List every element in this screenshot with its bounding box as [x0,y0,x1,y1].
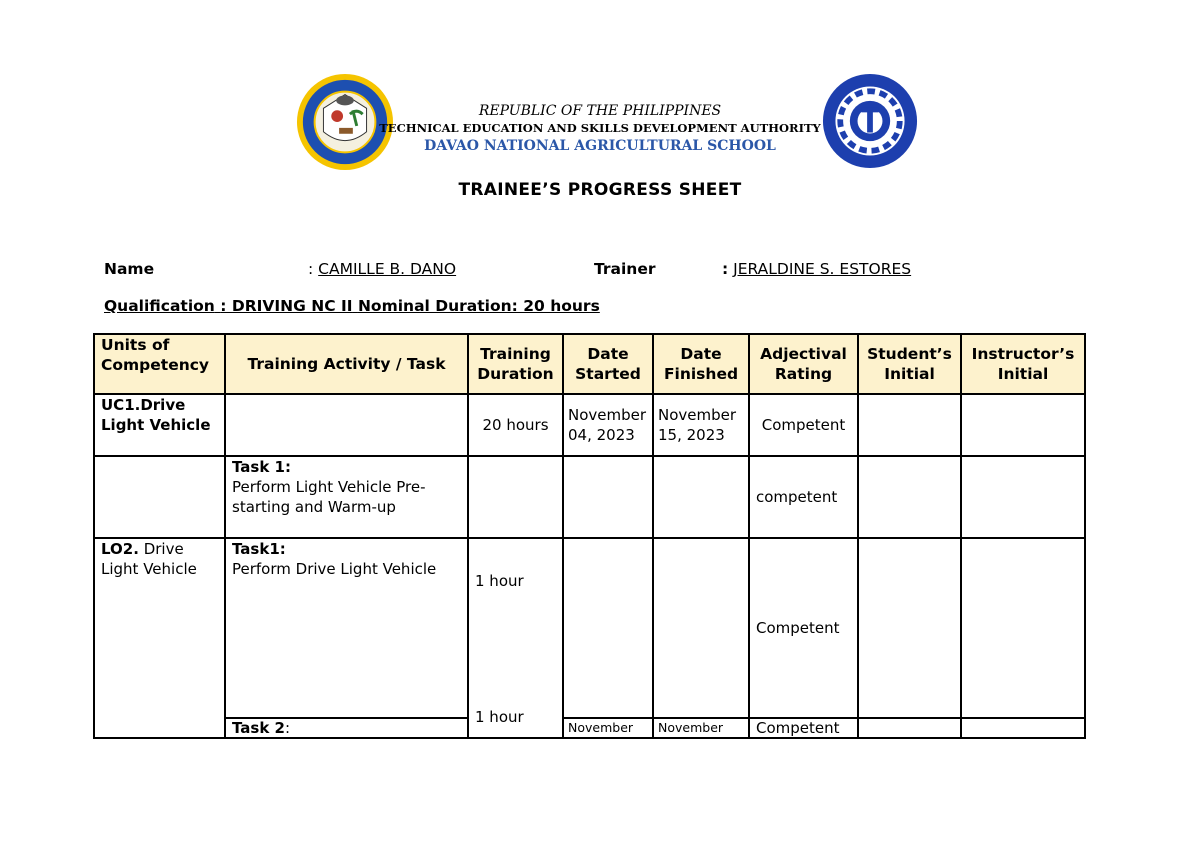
duration-value-2: 1 hour [475,708,524,726]
header-duration: Training Duration [468,334,563,394]
unit-cell: UC1.Drive Light Vehicle [94,394,225,456]
lo-label: LO2. [101,540,139,558]
student-initial-cell [858,538,961,718]
trainer-label: Trainer [594,260,656,278]
table-row [94,456,1085,538]
rating-cell: competent [749,456,858,538]
activity-cell [225,394,468,456]
instructor-initial-cell [961,538,1085,718]
date-started-cell: November 04, 2023 [563,394,653,456]
date-finished-cell [653,538,749,718]
table-header-row [94,334,1085,394]
activity-cell [225,718,468,738]
page-title: TRAINEE’S PROGRESS SHEET [458,180,742,200]
task-colon: : [284,718,291,737]
table-row [94,394,1085,456]
name-field [308,260,456,278]
name-value: CAMILLE B. DANO [318,260,457,278]
instructor-initial-cell [961,456,1085,538]
header-units: Units of Competency [94,334,225,394]
name-label: Name [104,260,155,278]
activity-cell [225,456,468,538]
unit-cell [94,456,225,538]
task-label: Task 2 [232,718,285,737]
header-date-started: Date Started [563,334,653,394]
duration-value: 1 hour [475,572,524,590]
name-colon: : [308,260,314,278]
date-started-cell [563,538,653,718]
header-student-initial: Student’s Initial [858,334,961,394]
qualification-value: : DRIVING NC II [220,297,353,315]
date-finished-cell: November 15, 2023 [653,394,749,456]
task-label: Task1: [232,540,286,558]
instructor-initial-cell [961,394,1085,456]
header-activity: Training Activity / Task [225,334,468,394]
instructor-initial-cell [961,718,1085,738]
date-finished-cell [653,456,749,538]
task-text: Perform Light Vehicle Pre-starting and Warm-up [232,478,426,516]
authority-heading: TECHNICAL EDUCATION AND SKILLS DEVELOPMENT AUTHORITY [379,121,821,135]
school-heading: DAVAO NATIONAL AGRICULTURAL SCHOOL [424,138,776,154]
table-row [94,538,1085,718]
header-rating: Adjectival Rating [749,334,858,394]
unit-cell [94,538,225,738]
trainer-field [722,260,911,278]
rating-cell: Competent [749,394,858,456]
date-finished-cell: November [653,718,749,738]
trainer-value: JERALDINE S. ESTORES [733,260,912,278]
header-date-finished: Date Finished [653,334,749,394]
header-instructor-initial: Instructor’s Initial [961,334,1085,394]
date-started-cell [563,456,653,538]
rating-cell: Competent [749,538,858,718]
lo-text: Drive Light Vehicle [101,540,197,578]
student-initial-cell [858,456,961,538]
progress-table [93,333,1086,739]
task-label: Task 1: [232,458,291,476]
qualification-label: Qualification : DRIVING NC II Nominal Duration: 20 hours [104,297,600,315]
student-initial-cell [858,394,961,456]
nominal-duration: Nominal Duration: 20 hours [357,297,600,315]
student-initial-cell [858,718,961,738]
republic-heading: REPUBLIC OF THE PHILIPPINES [478,103,722,119]
trainer-colon: : [722,260,729,278]
task-text: Perform Drive Light Vehicle [232,560,437,578]
table-row [94,718,1085,738]
rating-cell: Competent [749,718,858,738]
date-started-cell: November [563,718,653,738]
activity-cell [225,538,468,718]
duration-cell: 20 hours [468,394,563,456]
duration-cell [468,456,563,538]
duration-cell [468,538,563,738]
